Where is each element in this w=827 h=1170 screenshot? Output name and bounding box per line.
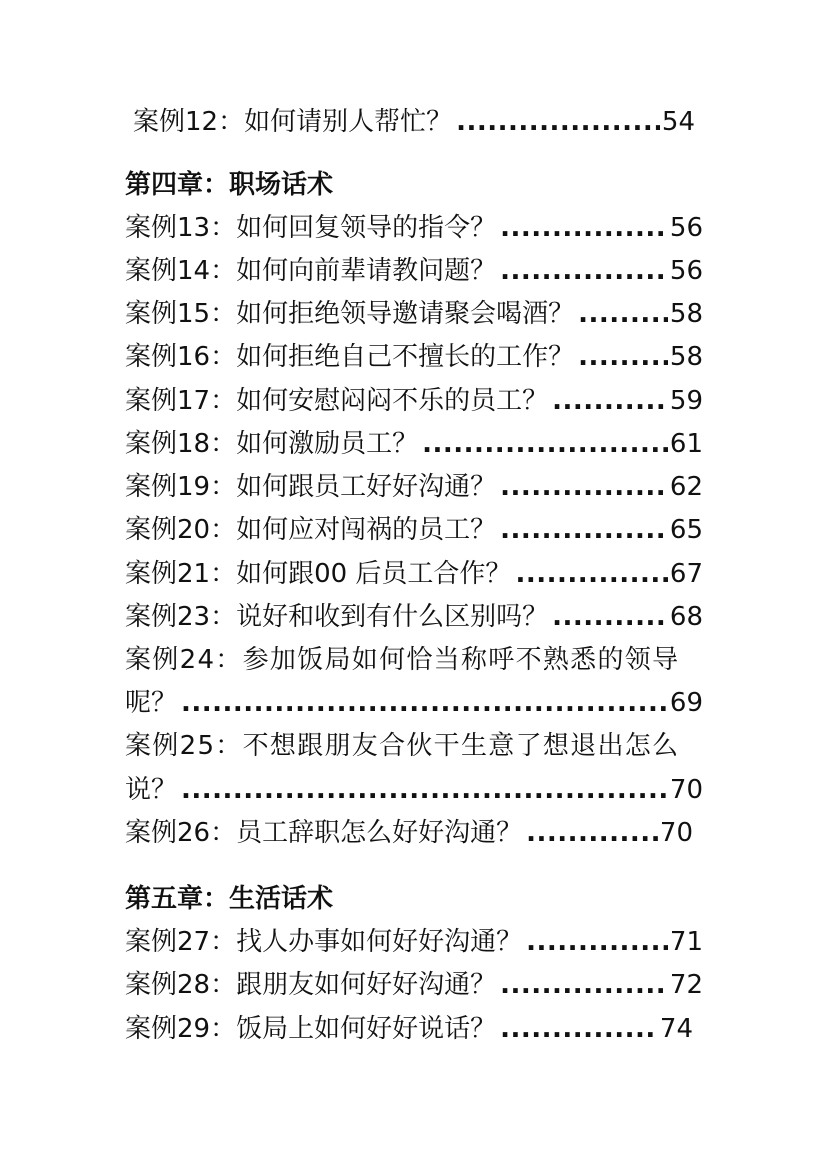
chapter-heading: 第五章：生活话术 — [125, 884, 334, 914]
toc-entry — [125, 769, 703, 812]
toc-entry-page: 70 — [659, 818, 693, 848]
toc-entry-page: 59 — [669, 386, 703, 416]
toc-entry-page: 56 — [669, 256, 703, 286]
toc-entry-label: 案例26：员工辞职怎么好好沟通？ — [125, 818, 523, 848]
dot-leader — [552, 380, 668, 423]
toc-entry-page: 62 — [669, 472, 703, 502]
toc-entry-label: 案例18：如何激励员工？ — [125, 429, 419, 459]
dot-leader — [526, 921, 668, 964]
toc-entry-page: 58 — [669, 342, 703, 372]
toc-entry-label: 案例12：如何请别人帮忙？ — [133, 107, 453, 137]
toc-entry-label: 案例13：如何回复领导的指令？ — [125, 213, 497, 243]
dot-leader — [526, 812, 658, 855]
toc-entry-page: 58 — [669, 299, 703, 329]
toc-entry-page: 61 — [669, 429, 703, 459]
toc-entry-label: 案例17：如何安慰闷闷不乐的员工？ — [125, 386, 549, 416]
toc-entry-page: 67 — [669, 559, 703, 589]
toc-entry-wrapped-line: 案例25：不想跟朋友合伙干生意了想退出怎么 — [125, 731, 680, 761]
toc-entry-label: 案例29：饭局上如何好好说话？ — [125, 1014, 497, 1044]
toc-entry — [125, 509, 703, 552]
toc-entry-label: 案例19：如何跟员工好好沟通？ — [125, 472, 497, 502]
toc-entry-label: 案例23：说好和收到有什么区别吗？ — [125, 602, 549, 632]
dot-leader — [578, 293, 668, 336]
dot-leader — [422, 423, 668, 466]
toc-entry-wrapped-line: 案例24：参加饭局如何恰当称呼不熟悉的领导 — [125, 645, 680, 675]
toc-entry-page: 65 — [669, 515, 703, 545]
toc-entry-page: 68 — [669, 602, 703, 632]
dot-leader — [500, 250, 668, 293]
toc-entry-page: 70 — [669, 775, 703, 805]
toc-entry — [125, 553, 703, 596]
dot-leader — [181, 682, 668, 725]
toc-entry-label: 说？ — [125, 775, 178, 805]
dot-leader — [500, 964, 668, 1007]
toc-entry-page: 56 — [669, 213, 703, 243]
dot-leader — [181, 769, 668, 812]
toc-entry — [125, 812, 693, 855]
toc-entry-label: 案例14：如何向前辈请教问题？ — [125, 256, 497, 286]
toc-entry-page: 74 — [659, 1014, 693, 1044]
toc-entry — [125, 336, 703, 379]
toc-entry-label: 案例27：找人办事如何好好沟通？ — [125, 927, 523, 957]
toc-entry-label: 案例21：如何跟00 后员工合作？ — [125, 559, 512, 589]
toc-entry-label: 案例28：跟朋友如何好好沟通？ — [125, 970, 497, 1000]
toc-entry — [125, 921, 703, 964]
dot-leader — [500, 207, 668, 250]
toc-entry — [125, 682, 703, 725]
toc-entry-page: 69 — [669, 688, 703, 718]
toc-entry — [125, 466, 703, 509]
toc-entry-page: 71 — [669, 927, 703, 957]
toc-entry — [125, 293, 703, 336]
toc-entry-page: 72 — [669, 970, 703, 1000]
toc-entry-label: 案例20：如何应对闯祸的员工？ — [125, 515, 497, 545]
toc-entry — [125, 596, 703, 639]
toc-entry-label: 案例15：如何拒绝领导邀请聚会喝酒？ — [125, 299, 575, 329]
dot-leader — [456, 101, 660, 144]
toc-entry-page: 54 — [661, 107, 695, 137]
toc-entry-label: 呢？ — [125, 688, 178, 718]
chapter-heading: 第四章：职场话术 — [125, 170, 334, 200]
dot-leader — [500, 1008, 658, 1051]
toc-entry — [125, 380, 703, 423]
toc-entry-label: 案例16：如何拒绝自己不擅长的工作？ — [125, 342, 575, 372]
toc-entry — [133, 101, 695, 144]
toc-entry — [125, 423, 703, 466]
dot-leader — [500, 509, 668, 552]
toc-entry — [125, 250, 703, 293]
dot-leader — [500, 466, 668, 509]
dot-leader — [515, 553, 667, 596]
toc-entry — [125, 1008, 693, 1051]
toc-entry — [125, 964, 703, 1007]
dot-leader — [552, 596, 668, 639]
toc-entry — [125, 207, 703, 250]
dot-leader — [578, 336, 668, 379]
